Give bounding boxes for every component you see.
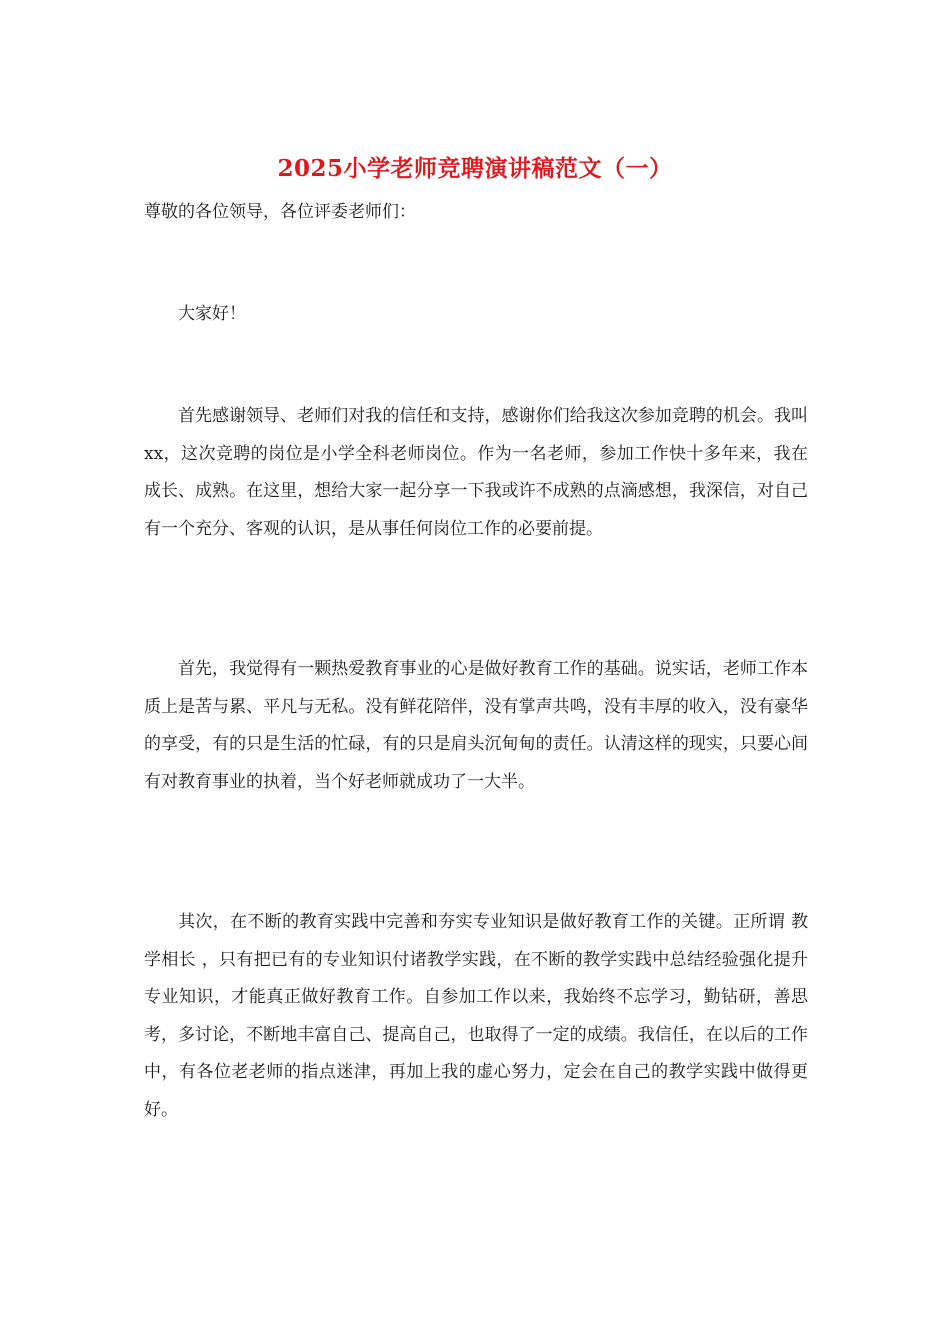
paragraph-2: 首先，我觉得有一颗热爱教育事业的心是做好教育工作的基础。说实话，老师工作本质上是苦与累、平凡与无私。没有鲜花陪伴，没有掌声共鸣，没有丰厚的收入，没有豪华的享受，有的只是生活的忙碌，有的只是肩头沉甸甸的责任。认清这样的现实，只要心间有对教育事业的执着，当个好老师就成功了一大半。 xyxy=(144,659,808,792)
greeting: 大家好！ xyxy=(178,304,246,324)
salutation: 尊敬的各位领导，各位评委老师们： xyxy=(144,202,416,222)
paragraph-3: 其次，在不断的教育实践中完善和夯实专业知识是做好教育工作的关键。正所谓 教学相长 ，只有把已有的专业知识付诸教学实践，在不断的教学实践中总结经验强化提升专业知识，才能真正做好教育工作。自参加工作以来，我始终不忘学习，勤钻研，善思考，多讨论，不断地丰富自己、提高自己，也取得了一定的成绩。我信任，在以后的工作中，有各位老老师的指点迷津，再加上我的虚心努力，定会在自己的教学实践中做得更好。 xyxy=(144,912,808,1120)
page-title: 2025小学老师竞聘演讲稿范文（一） xyxy=(277,155,673,182)
paragraph-1: 首先感谢领导、老师们对我的信任和支持，感谢你们给我这次参加竞聘的机会。我叫xx，这次竞聘的岗位是小学全科老师岗位。作为一名老师，参加工作快十多年来，我在成长、成熟。在这里，想给大家一起分享一下我或许不成熟的点滴感想，我深信，对自己有一个充分、客观的认识，是从事任何岗位工作的必要前提。 xyxy=(144,406,808,539)
